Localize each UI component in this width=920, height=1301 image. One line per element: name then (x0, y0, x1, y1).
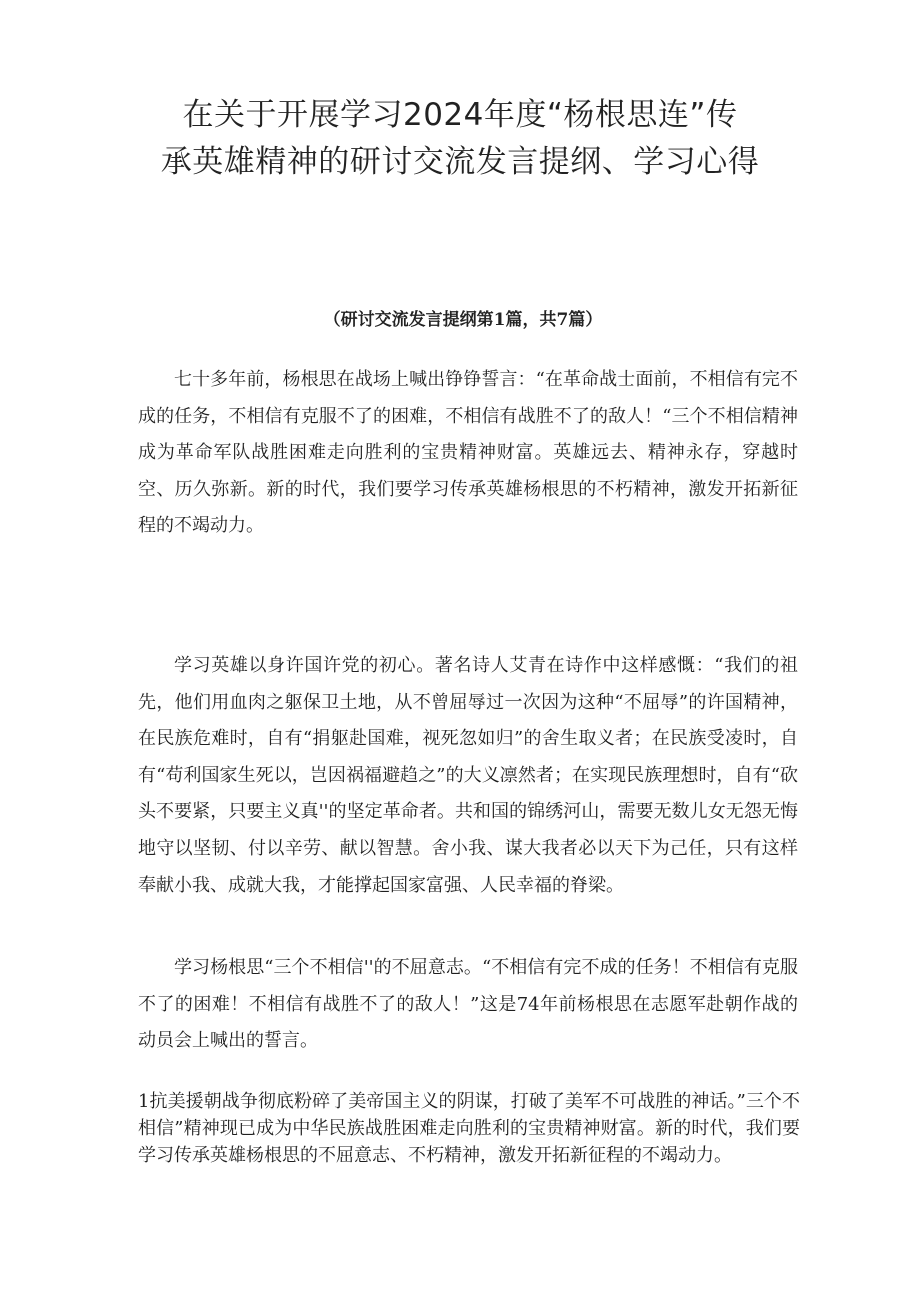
paragraph-1: 七十多年前，杨根思在战场上喊出铮铮誓言：“在革命战士面前，不相信有完不成的任务，不相信有克服不了的困难，不相信有战胜不了的敌人！“三个不相信精神成为革命军队战胜困难走向胜利的宝贵精神财富。英雄远去、精神永存，穿越时空、历久弥新。新的时代，我们要学习传承英雄杨根思的不朽精神，激发开拓新征程的不竭动力。 (138, 369, 798, 537)
paragraph-4: 1抗美援朝战争彻底粉碎了美帝国主义的阴谋，打破了美军不可战胜的神话。”三个不相信”精神现已成为中华民族战胜困难走向胜利的宝贵精神财富。新的时代，我们要学习传承英雄杨根思的不屈意志、不朽精神，激发开拓新征程的不竭动力。 (138, 1091, 800, 1166)
document-title (120, 92, 800, 186)
title-line-1: 在关于开展学习2024年度“杨根思连”传 (182, 97, 738, 133)
document-subtitle: （研讨交流发言提纲第1篇，共7篇） (323, 310, 603, 330)
paragraph-3: 学习杨根思“三个不相信''的不屈意志。“不相信有完不成的任务！不相信有克服不了的困难！不相信有战胜不了的敌人！”这是74年前杨根思在志愿军赴朝作战的动员会上喊出的誓言。 (138, 957, 798, 1052)
paragraph-2: 学习英雄以身许国许党的初心。著名诗人艾青在诗作中这样感慨：“我们的祖先，他们用血肉之躯保卫土地，从不曾屈辱过一次因为这种“不屈辱”的许国精神，在民族危难时，自有“捐躯赴国难，视死忽如归”的舍生取义者；在民族受凌时，自有“苟利国家生死以，岂因祸福避趋之”的大义凛然者；在实现民族理想时，自有“砍头不要紧，只要主义真''的坚定革命者。共和国的锦绣河山，需要无数儿女无怨无悔地守以坚韧、付以辛劳、献以智慧。舍小我、谋大我者必以天下为己任，只有这样奉献小我、成就大我，才能撑起国家富强、人民幸福的脊梁。 (138, 655, 798, 896)
title-line-2: 承英雄精神的研讨交流发言提纲、学习心得 (160, 144, 760, 180)
